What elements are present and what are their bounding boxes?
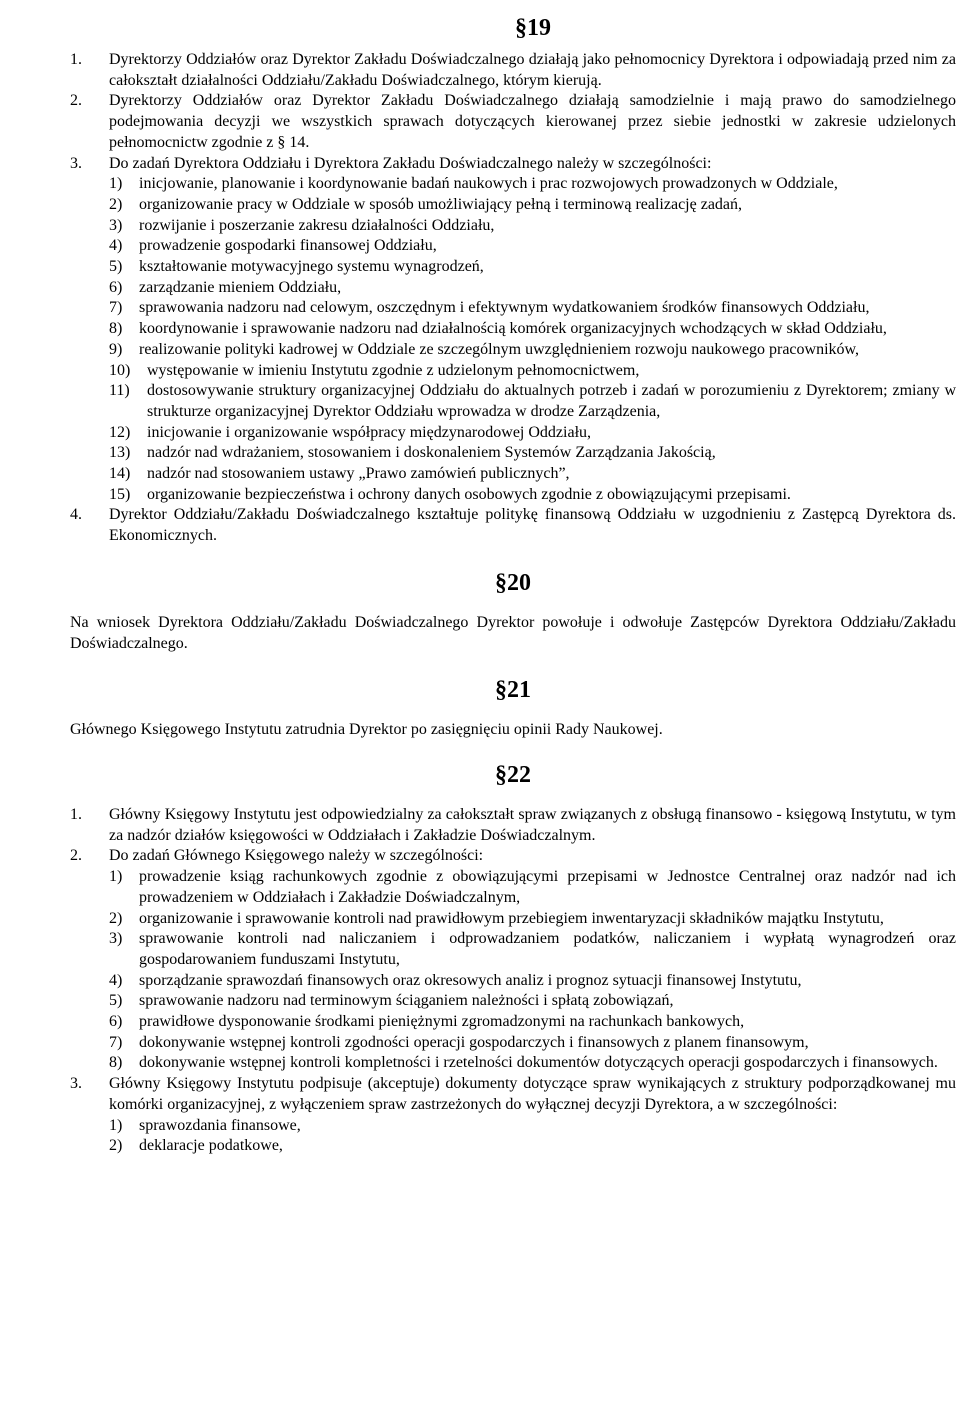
sub-item-text: nadzór nad wdrażaniem, stosowaniem i doskonaleniem Systemów Zarządzania Jakością,	[147, 444, 716, 462]
sub-item-number: 1)	[109, 868, 123, 886]
sub-item-number: 7)	[109, 299, 123, 317]
sub-item-number: 6)	[109, 278, 123, 296]
sub-item-text: sprawowania nadzoru nad celowym, oszczędnym i efektywnym wydatkowaniem środków finansowych Oddziału,	[139, 299, 870, 317]
item-number: 3.	[70, 1075, 82, 1093]
sub-item	[109, 991, 956, 1012]
sub-item-text: dokonywanie wstępnej kontroli zgodności operacji gospodarczych i finansowych z planem finansowym,	[139, 1033, 809, 1051]
sub-item	[109, 1053, 956, 1074]
item-number: 2.	[70, 847, 82, 865]
sub-item-text: nadzór nad stosowaniem ustawy „Prawo zamówień publicznych”,	[147, 465, 570, 483]
sub-item	[109, 929, 956, 970]
sub-item-number: 4)	[109, 971, 123, 989]
sub-item-text: sporządzanie sprawozdań finansowych oraz okresowych analiz i prognoz sytuacji finansowej Instytutu,	[139, 971, 802, 989]
sub-item-text: kształtowanie motywacyjnego systemu wynagrodzeń,	[139, 258, 484, 276]
sub-item	[109, 464, 956, 485]
sub-item-text: prawidłowe dysponowanie środkami pieniężnymi zgromadzonymi na rachunkach bankowych,	[139, 1013, 745, 1031]
paragraph-item	[70, 805, 956, 846]
sub-item-number: 2)	[109, 909, 123, 927]
sub-item-text: rozwijanie i poszerzanie zakresu działalności Oddziału,	[139, 216, 495, 234]
paragraph-item	[70, 91, 956, 153]
sub-item-text: sprawowanie nadzoru nad terminowym ściąganiem należności i spłatą zobowiązań,	[139, 992, 674, 1010]
sub-item	[109, 909, 956, 930]
paragraph-item	[70, 154, 956, 175]
sub-item-number: 15)	[109, 485, 131, 503]
paragraph-item	[70, 846, 956, 867]
sub-item-text: deklaracje podatkowe,	[139, 1137, 283, 1155]
section-heading-22: §22	[495, 761, 531, 788]
sub-item-number: 2)	[109, 195, 123, 213]
sub-item-text: prowadzenie gospodarki finansowej Oddziału,	[139, 237, 437, 255]
sub-item-number: 3)	[109, 930, 123, 948]
item-number: 1.	[70, 805, 82, 823]
sub-item	[109, 971, 956, 992]
sub-item-text: dokonywanie wstępnej kontroli kompletności i rzetelności dokumentów dotyczących operacji gospodarczych i finansowych.	[139, 1054, 938, 1072]
section-heading-19: §19	[515, 15, 551, 41]
section-21-text: Głównego Księgowego Instytutu zatrudnia Dyrektor po zasięgnięciu opinii Rady Naukowej.	[70, 721, 663, 739]
sub-item-number: 9)	[109, 340, 123, 358]
section-20-text: Na wniosek Dyrektora Oddziału/Zakładu Doświadczalnego Dyrektor powołuje i odwołuje Zastępców Dyrektora Oddziału/Zakładu Doświadczalnego.	[70, 613, 956, 652]
paragraph-item	[70, 1074, 956, 1115]
sub-item-number: 8)	[109, 320, 123, 338]
document-page	[70, 0, 956, 1157]
sub-item-text: sprawowanie kontroli nad naliczaniem i odprowadzaniem podatków, naliczaniem i wypłatą wynagrodzeń oraz gospodarowaniem funduszami Instytutu,	[139, 930, 956, 968]
sub-item	[109, 1136, 956, 1157]
sub-item	[109, 485, 956, 506]
sub-item	[109, 319, 956, 340]
sub-item	[109, 216, 956, 237]
sub-item	[109, 195, 956, 216]
sub-item	[109, 1116, 956, 1137]
sub-item-text: inicjowanie i organizowanie współpracy międzynarodowej Oddziału,	[147, 423, 592, 441]
sub-item-text: prowadzenie ksiąg rachunkowych zgodnie z obowiązującymi przepisami w Jednostce Centralnej oraz nadzór nad ich prowadzeniem w Oddziałach i Zakładzie Doświadczalnym,	[139, 868, 956, 906]
sub-item	[109, 174, 956, 195]
sub-item-number: 11)	[109, 382, 130, 400]
sub-item-text: występowanie w imieniu Instytutu zgodnie z udzielonym pełnomocnictwem,	[147, 361, 640, 379]
sub-item	[109, 257, 956, 278]
paragraph-item	[70, 50, 956, 91]
sub-item	[109, 236, 956, 257]
sub-item-number: 10)	[109, 361, 131, 379]
sub-item-text: dostosowywanie struktury organizacyjnej Oddziału do aktualnych potrzeb i zadań w porozumieniu z Dyrektorem; zmiany w strukturze organizacyjnej Dyrektor Oddziału wprowadza w drodze Zarządzenia,	[147, 382, 956, 420]
item-text: Główny Księgowy Instytutu jest odpowiedzialny za całokształt spraw związanych z obsługą finansowo - księgową Instytutu, w tym za nadzór działów księgowości w Oddziałach i Zakładzie Doświadczalnym.	[109, 805, 956, 844]
sub-item	[109, 423, 956, 444]
sub-item-number: 6)	[109, 1013, 123, 1031]
item-text: Główny Księgowy Instytutu podpisuje (akceptuje) dokumenty dotyczące spraw wynikających z struktury podporządkowanej mu komórki organizacyjnej, z wyłączeniem spraw zastrzeżonych do wyłącznej decyzji Dyrektora, a w szczególności:	[109, 1075, 956, 1113]
sub-item-number: 1)	[109, 1116, 123, 1134]
sub-item-text: sprawozdania finansowe,	[139, 1116, 301, 1134]
sub-item-text: organizowanie i sprawowanie kontroli nad prawidłowym przebiegiem inwentaryzacji składników majątku Instytutu,	[139, 909, 884, 927]
sub-item-text: zarządzanie mieniem Oddziału,	[139, 278, 342, 296]
sub-item-number: 13)	[109, 444, 131, 462]
sub-item-number: 1)	[109, 175, 123, 193]
item-text: Dyrektor Oddziału/Zakładu Doświadczalnego kształtuje politykę finansową Oddziału w uzgodnieniu z Zastępcą Dyrektora ds. Ekonomicznych.	[109, 506, 956, 545]
section-heading-21: §21	[495, 677, 531, 704]
sub-item	[109, 361, 956, 382]
sub-item-number: 12)	[109, 423, 131, 441]
sub-item	[109, 1012, 956, 1033]
section-heading-20: §20	[495, 569, 531, 596]
paragraph-item	[70, 505, 956, 546]
sub-item	[109, 867, 956, 908]
sub-item-number: 3)	[109, 216, 123, 234]
sub-item-number: 4)	[109, 237, 123, 255]
item-text: Do zadań Dyrektora Oddziału i Dyrektora Zakładu Doświadczalnego należy w szczególności:	[109, 154, 712, 172]
sub-item	[109, 340, 956, 361]
sub-item-text: organizowanie pracy w Oddziale w sposób umożliwiający pełną i terminową realizację zadań,	[139, 195, 743, 213]
sub-item-text: koordynowanie i sprawowanie nadzoru nad działalnością komórek organizacyjnych wchodzących w skład Oddziału,	[139, 320, 887, 338]
item-number: 4.	[70, 506, 82, 524]
sub-item-number: 5)	[109, 992, 123, 1010]
sub-item-number: 5)	[109, 258, 123, 276]
sub-item-text: inicjowanie, planowanie i koordynowanie badań naukowych i prac rozwojowych prowadzonych w Oddziale,	[139, 175, 838, 193]
sub-item-number: 14)	[109, 465, 131, 483]
sub-item	[109, 1033, 956, 1054]
item-text: Dyrektorzy Oddziałów oraz Dyrektor Zakładu Doświadczalnego działają samodzielnie i mają prawo do samodzielnego podejmowania decyzji we wszystkich sprawach dotyczących kierowanej przez siebie jednostki w zakresie udzielonych pełnomocnictw zgodnie z § 14.	[109, 92, 956, 151]
item-number: 1.	[70, 51, 82, 68]
sub-item	[109, 443, 956, 464]
sub-item	[109, 298, 956, 319]
sub-item-text: realizowanie polityki kadrowej w Oddziale ze szczególnym uwzględnieniem rozwoju naukowego pracowników,	[139, 340, 860, 358]
sub-item-number: 2)	[109, 1137, 123, 1155]
sub-item	[109, 381, 956, 422]
item-text: Do zadań Głównego Księgowego należy w szczególności:	[109, 847, 484, 865]
sub-item-number: 8)	[109, 1054, 123, 1072]
sub-item-text: organizowanie bezpieczeństwa i ochrony danych osobowych zgodnie z obowiązującymi przepisami.	[147, 485, 791, 503]
item-text: Dyrektorzy Oddziałów oraz Dyrektor Zakładu Doświadczalnego działają jako pełnomocnicy Dyrektora i odpowiadają przed nim za całokształt działalności Oddziału/Zakładu Doświadczalnego, którym kierują.	[109, 51, 956, 89]
sub-item	[109, 278, 956, 299]
item-number: 3.	[70, 154, 82, 172]
item-number: 2.	[70, 92, 82, 110]
sub-item-number: 7)	[109, 1033, 123, 1051]
